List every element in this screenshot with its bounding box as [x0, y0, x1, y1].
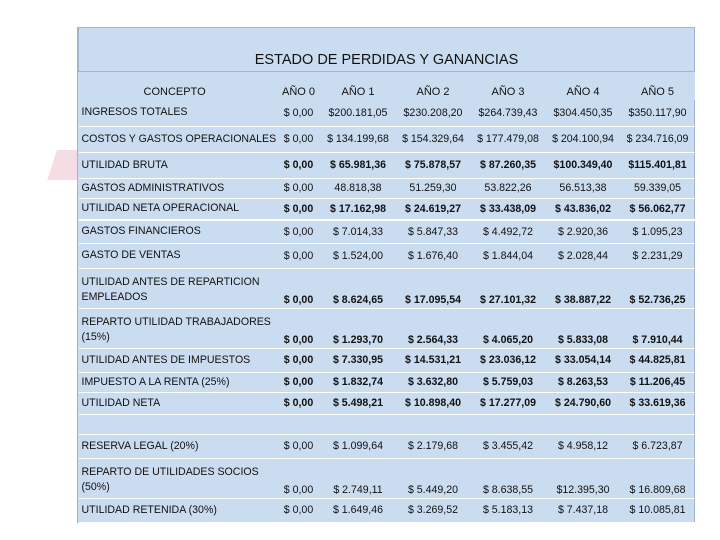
cell-value: $ 10.085,81: [621, 498, 695, 522]
cell-value: $ 0,00: [277, 308, 321, 348]
cell-value: $ 0,00: [277, 498, 321, 522]
cell-value: $ 0,00: [277, 198, 321, 220]
table-row: [79, 308, 695, 348]
table-row: [79, 434, 695, 458]
cell-value: $ 1.293,70: [321, 308, 396, 348]
cell-value: $ 2.028,44: [546, 243, 621, 268]
cell-value: $100.349,40: [546, 152, 621, 178]
cell-value: $ 5.759,03: [471, 372, 546, 392]
cell-value: $ 33.054,14: [546, 348, 621, 372]
cell-value: $ 5.449,20: [396, 458, 471, 498]
cell-value: $ 56.062,77: [621, 198, 695, 220]
cell-value: $ 0,00: [277, 100, 321, 126]
cell-value: $ 8.624,65: [321, 268, 396, 308]
table-row: [79, 348, 695, 372]
cell-value: $ 65.981,36: [321, 152, 396, 178]
cell-value: $ 24.790,60: [546, 392, 621, 414]
cell-value: $ 14.531,21: [396, 348, 471, 372]
row-label: UTILIDAD RETENIDA (30%): [79, 498, 277, 522]
table-row: [79, 126, 695, 152]
cell-value: $ 17.162,98: [321, 198, 396, 220]
cell-value: $ 5.833,08: [546, 308, 621, 348]
cell-value: $200.181,05: [321, 100, 396, 126]
row-label: COSTOS Y GASTOS OPERACIONALES: [79, 126, 277, 152]
table-row: [79, 152, 695, 178]
cell-value: $ 7.014,33: [321, 220, 396, 243]
cell-value: $ 43.836,02: [546, 198, 621, 220]
cell-value: $ 6.723,87: [621, 434, 695, 458]
row-label: REPARTO UTILIDAD TRABAJADORES (15%): [79, 308, 277, 348]
cell-value: $ 0,00: [277, 178, 321, 198]
cell-value: $ 1.095,23: [621, 220, 695, 243]
cell-value: $ 38.887,22: [546, 268, 621, 308]
row-label: RESERVA LEGAL (20%): [79, 434, 277, 458]
cell-value: $ 4.492,72: [471, 220, 546, 243]
cell-value: $ 5.847,33: [396, 220, 471, 243]
cell-value: $ 1.524,00: [321, 243, 396, 268]
cell-value: 48.818,38: [321, 178, 396, 198]
cell-value: $ 4.958,12: [546, 434, 621, 458]
cell-value: $ 16.809,68: [621, 458, 695, 498]
cell-value: $ 7.437,18: [546, 498, 621, 522]
cell-value: $304.450,35: [546, 100, 621, 126]
cell-value: $ 8.263,53: [546, 372, 621, 392]
cell-value: $ 10.898,40: [396, 392, 471, 414]
cell-value: $ 33.438,09: [471, 198, 546, 220]
cell-value: $ 24.619,27: [396, 198, 471, 220]
cell-value: $ 17.277,09: [471, 392, 546, 414]
row-label: GASTOS ADMINISTRATIVOS: [79, 178, 277, 198]
cell-value: $ 52.736,25: [621, 268, 695, 308]
cell-value: 56.513,38: [546, 178, 621, 198]
header-year-0: AÑO 0: [277, 72, 321, 101]
row-label: REPARTO DE UTILIDADES SOCIOS (50%): [79, 458, 277, 498]
income-statement-table: [77, 27, 695, 523]
header-year-2: AÑO 2: [396, 72, 471, 101]
table-row: [79, 243, 695, 268]
cell-value: $115.401,81: [621, 152, 695, 178]
cell-value: $ 0,00: [277, 434, 321, 458]
cell-value: $230.208,20: [396, 100, 471, 126]
cell-value: $ 11.206,45: [621, 372, 695, 392]
cell-value: $ 4.065,20: [471, 308, 546, 348]
cell-value: $ 2.749,11: [321, 458, 396, 498]
cell-value: 59.339,05: [621, 178, 695, 198]
cell-value: $ 33.619,36: [621, 392, 695, 414]
row-label: GASTOS FINANCIEROS: [79, 220, 277, 243]
row-label: IMPUESTO A LA RENTA (25%): [79, 372, 277, 392]
table-row: [79, 372, 695, 392]
spacer-row: [79, 414, 695, 434]
table-title: ESTADO DE PERDIDAS Y GANANCIAS: [79, 28, 695, 72]
row-label: UTILIDAD NETA OPERACIONAL: [79, 198, 277, 220]
cell-value: $ 44.825,81: [621, 348, 695, 372]
cell-value: $ 1.844,04: [471, 243, 546, 268]
row-label: UTILIDAD ANTES DE IMPUESTOS: [79, 348, 277, 372]
cell-value: $ 1.832,74: [321, 372, 396, 392]
cell-value: $ 5.498,21: [321, 392, 396, 414]
row-label: UTILIDAD ANTES DE REPARTICION EMPLEADOS: [79, 268, 277, 308]
table-row: [79, 100, 695, 126]
cell-value: $ 7.910,44: [621, 308, 695, 348]
row-label: UTILIDAD BRUTA: [79, 152, 277, 178]
cell-value: 53.822,26: [471, 178, 546, 198]
cell-value: $12.395,30: [546, 458, 621, 498]
cell-value: $ 0,00: [277, 348, 321, 372]
cell-value: $ 234.716,09: [621, 126, 695, 152]
cell-value: $ 1.676,40: [396, 243, 471, 268]
cell-value: $ 3.632,80: [396, 372, 471, 392]
cell-value: $ 0,00: [277, 458, 321, 498]
cell-value: $ 3.455,42: [471, 434, 546, 458]
cell-value: $ 177.479,08: [471, 126, 546, 152]
cell-value: $ 0,00: [277, 152, 321, 178]
table-row: [79, 392, 695, 414]
cell-value: $ 87.260,35: [471, 152, 546, 178]
cell-value: $ 5.183,13: [471, 498, 546, 522]
cell-value: $ 0,00: [277, 220, 321, 243]
header-concepto: CONCEPTO: [79, 72, 277, 101]
cell-value: $ 204.100,94: [546, 126, 621, 152]
cell-value: $ 1.099,64: [321, 434, 396, 458]
cell-value: $ 2.231,29: [621, 243, 695, 268]
header-row: [79, 72, 695, 101]
header-year-5: AÑO 5: [621, 72, 695, 101]
cell-value: $264.739,43: [471, 100, 546, 126]
cell-value: $ 0,00: [277, 268, 321, 308]
cell-value: $ 2.179,68: [396, 434, 471, 458]
header-year-4: AÑO 4: [546, 72, 621, 101]
cell-value: $ 7.330,95: [321, 348, 396, 372]
cell-value: $ 154.329,64: [396, 126, 471, 152]
cell-value: $ 17.095,54: [396, 268, 471, 308]
cell-value: $ 0,00: [277, 243, 321, 268]
cell-value: $ 3.269,52: [396, 498, 471, 522]
cell-value: $ 0,00: [277, 126, 321, 152]
table-row: [79, 198, 695, 220]
cell-value: $ 27.101,32: [471, 268, 546, 308]
table-row: [79, 178, 695, 198]
table-row: [79, 268, 695, 308]
cell-value: $ 2.920,36: [546, 220, 621, 243]
cell-value: $ 134.199,68: [321, 126, 396, 152]
header-year-3: AÑO 3: [471, 72, 546, 101]
cell-value: $ 0,00: [277, 392, 321, 414]
cell-value: $ 2.564,33: [396, 308, 471, 348]
cell-value: $ 0,00: [277, 372, 321, 392]
table-row: [79, 498, 695, 522]
row-label: INGRESOS TOTALES: [79, 100, 277, 126]
cell-value: 51.259,30: [396, 178, 471, 198]
cell-value: $ 23.036,12: [471, 348, 546, 372]
header-year-1: AÑO 1: [321, 72, 396, 101]
row-label: GASTO DE VENTAS: [79, 243, 277, 268]
table-row: [79, 220, 695, 243]
row-label: UTILIDAD NETA: [79, 392, 277, 414]
cell-value: $ 1.649,46: [321, 498, 396, 522]
table-row: [79, 458, 695, 498]
cell-value: $ 75.878,57: [396, 152, 471, 178]
cell-value: $ 8.638,55: [471, 458, 546, 498]
cell-value: $350.117,90: [621, 100, 695, 126]
